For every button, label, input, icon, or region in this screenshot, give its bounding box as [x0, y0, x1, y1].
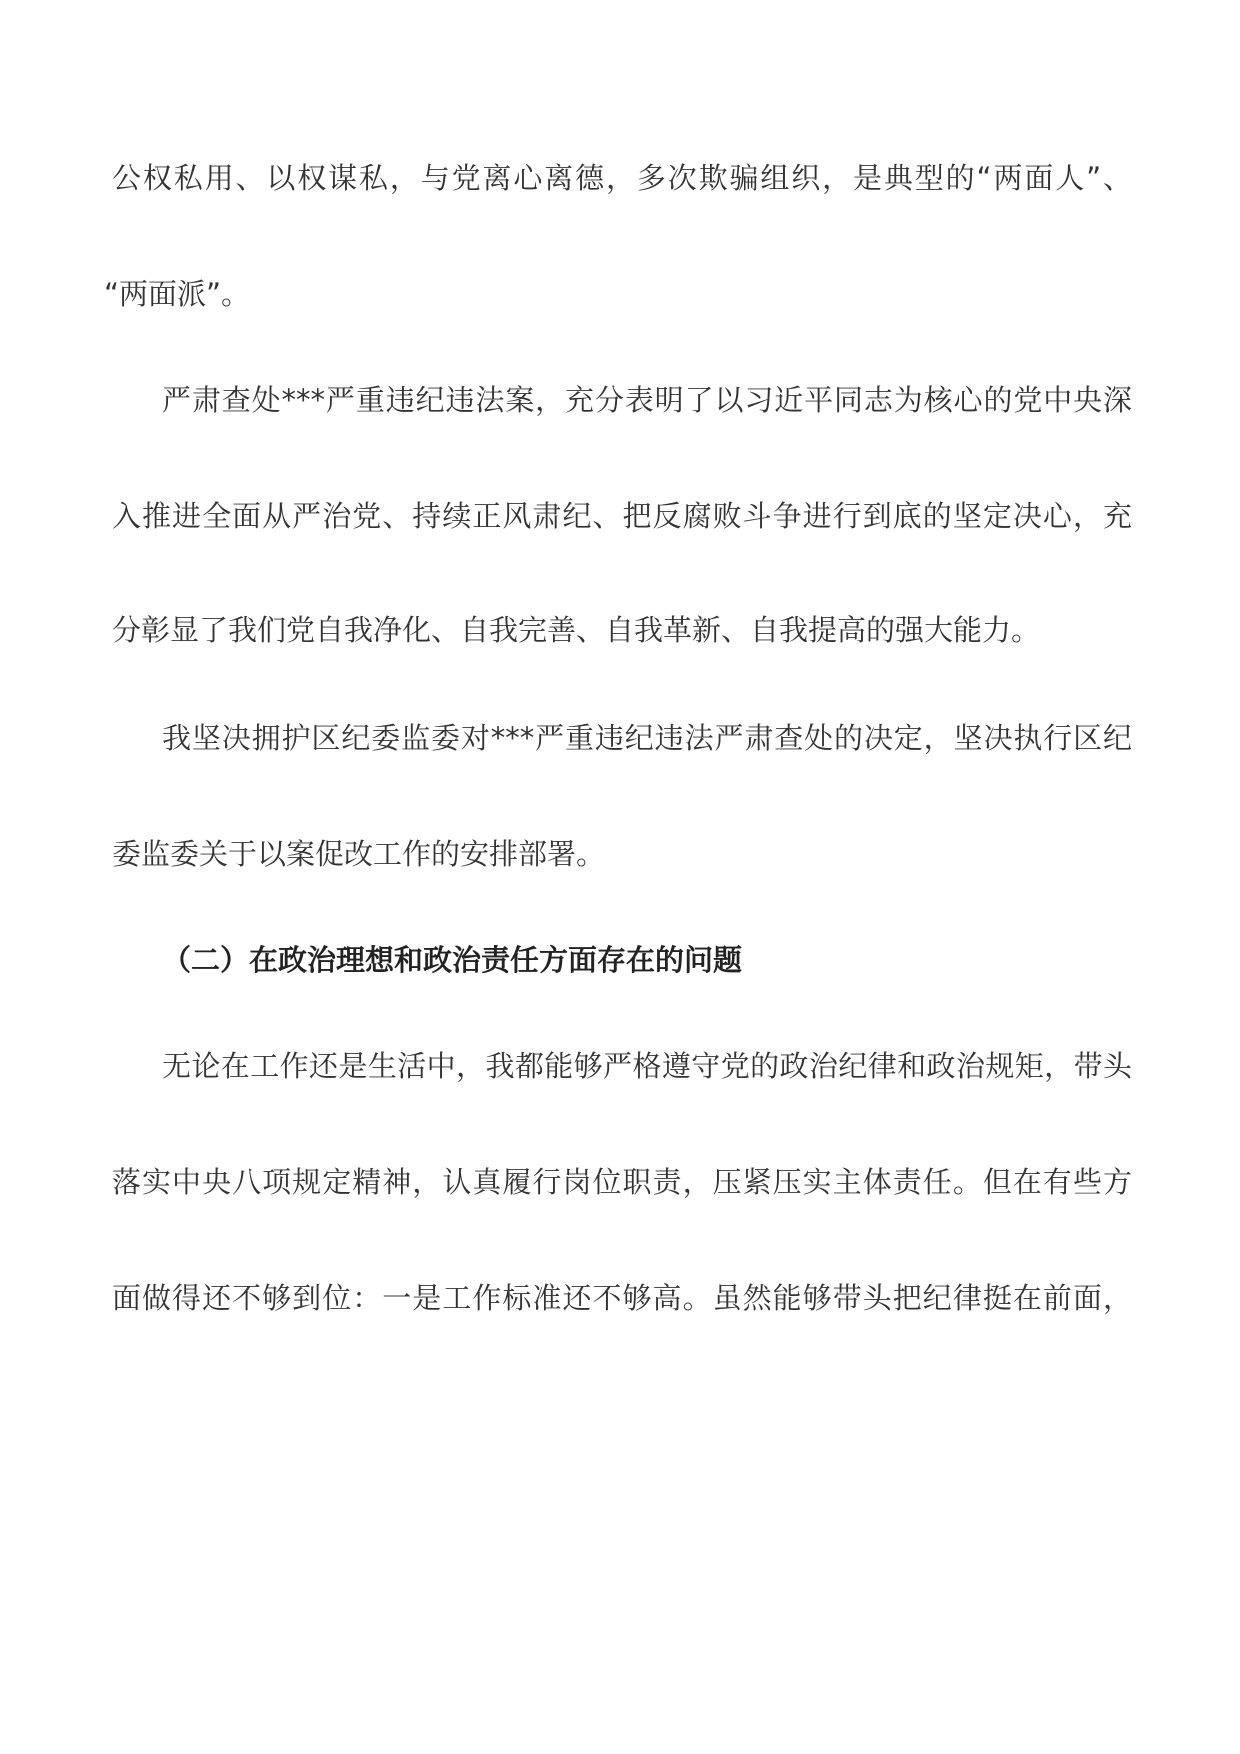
paragraph-line: 无论在工作还是生活中，我都能够严格遵守党的政治纪律和政治规矩，带头: [162, 1049, 1132, 1083]
paragraph-line: 面做得还不够到位：一是工作标准还不够高。虽然能够带头把纪律挺在前面，: [112, 1281, 1132, 1315]
paragraph-line: 落实中央八项规定精神，认真履行岗位职责，压紧压实主体责任。但在有些方: [112, 1165, 1132, 1199]
paragraph-line: 委监委关于以案促改工作的安排部署。: [112, 837, 606, 871]
paragraph-line: 公权私用、以权谋私，与党离心离德，多次欺骗组织，是典型的“两面人”、: [112, 161, 1132, 195]
paragraph-line: 入推进全面从严治党、持续正风肃纪、把反腐败斗争进行到底的坚定决心，充: [112, 499, 1132, 533]
section-heading: （二）在政治理想和政治责任方面存在的问题: [162, 943, 743, 977]
paragraph-line: 严肃查处***严重违纪违法案，充分表明了以习近平同志为核心的党中央深: [162, 383, 1132, 417]
paragraph-line: “两面派”。: [104, 277, 251, 311]
paragraph-line: 分彰显了我们党自我净化、自我完善、自我革新、自我提高的强大能力。: [112, 613, 1041, 647]
paragraph-line: 我坚决拥护区纪委监委对***严重违纪违法严肃查处的决定，坚决执行区纪: [162, 721, 1132, 755]
